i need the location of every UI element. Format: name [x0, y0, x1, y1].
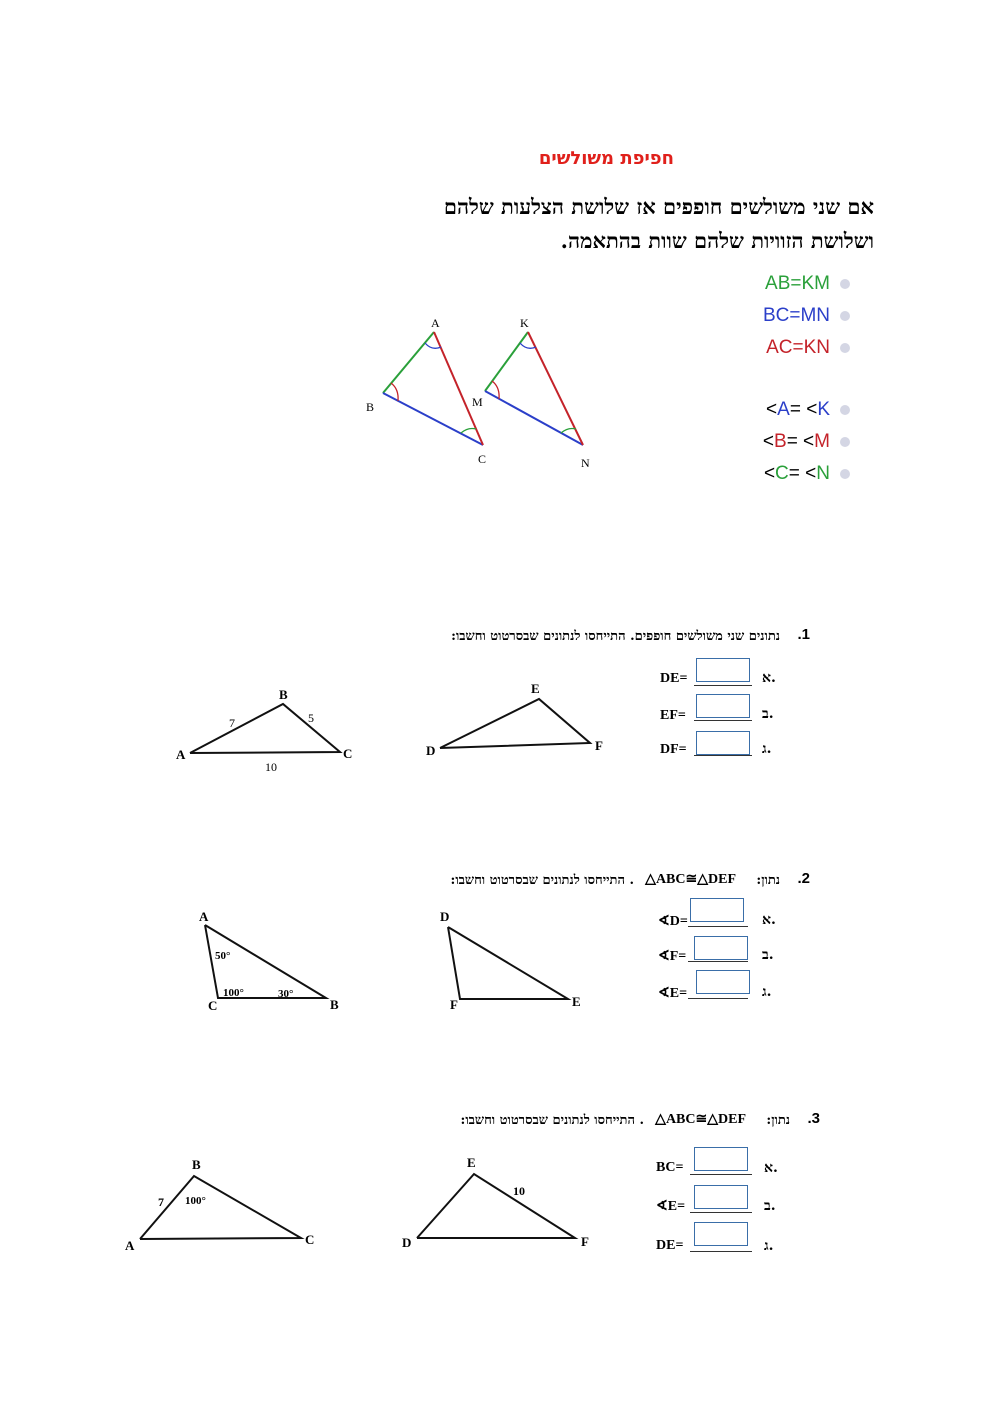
answer-letter: ג.: [764, 1238, 774, 1254]
vertex-b: B: [330, 997, 339, 1012]
vertex-c: C: [343, 746, 353, 761]
answer-underline: [688, 926, 748, 927]
angle-vertex: B: [774, 431, 787, 452]
property-side-ac: [766, 337, 850, 359]
triangle-abc: [366, 316, 486, 466]
answer-input-angle-e[interactable]: [694, 1185, 748, 1209]
answer-label: EF=: [660, 708, 686, 723]
answer-label: DE=: [660, 671, 688, 686]
answer-underline: [688, 961, 748, 962]
answer-underline: [688, 998, 748, 999]
bullet-icon: [840, 469, 850, 479]
bullet-icon: [840, 437, 850, 447]
answer-underline: [690, 1174, 752, 1175]
answer-letter: ג.: [762, 984, 772, 1000]
congruent-triangles-figure: [355, 305, 615, 485]
q1-triangle-def: [420, 678, 620, 763]
vertex-d: D: [402, 1235, 412, 1250]
question-2-formula: △ABC≅△DEF: [645, 872, 736, 887]
vertex-f: F: [450, 997, 458, 1012]
answer-underline: [694, 755, 752, 756]
angle-vertex: M: [814, 431, 830, 452]
q3-triangle-abc: [115, 1150, 335, 1255]
answer-input-angle-d[interactable]: [690, 898, 744, 922]
property-side-bc: [763, 305, 850, 327]
answer-letter: א.: [764, 1160, 778, 1176]
angle-vertex: A: [777, 399, 790, 420]
intro-text: [330, 190, 874, 258]
vertex-f: F: [581, 1234, 589, 1249]
answer-letter: א.: [762, 912, 776, 928]
label-n: N: [581, 456, 590, 470]
answer-label: ∢E=: [658, 986, 688, 1001]
q2-triangle-abc: [190, 905, 350, 1015]
angle-prefix: <: [762, 431, 774, 452]
label-c: C: [478, 452, 487, 466]
triangle-kmn: [472, 316, 590, 470]
angle-mid: = <: [789, 399, 818, 420]
answer-label: DF=: [660, 742, 687, 757]
answer-label: ∢D=: [658, 914, 688, 929]
answer-underline: [694, 720, 752, 721]
question-1-text: נתונים שני משולשים חופפים. התייחסו לנתונים שבסרטוט וחשבו:: [451, 629, 780, 644]
angle-a-value: 50°: [215, 950, 231, 962]
question-2-text: . התייחסו לנתונים שבסרטוט וחשבו:: [450, 873, 634, 888]
vertex-a: A: [176, 747, 186, 762]
answer-label: BC=: [656, 1160, 684, 1175]
answer-label: ∢F=: [658, 949, 687, 964]
property-text: BC=MN: [762, 305, 830, 326]
answer-letter: ב.: [762, 706, 774, 722]
side-ab-length: 7: [229, 716, 235, 730]
vertex-d: D: [426, 743, 436, 758]
bullet-icon: [840, 405, 850, 415]
vertex-d: D: [440, 909, 450, 924]
question-1-number: 1.: [797, 626, 810, 643]
property-angle-c: [764, 463, 850, 485]
vertex-a: A: [125, 1238, 135, 1253]
vertex-f: F: [595, 738, 603, 753]
answer-input-de[interactable]: [694, 1222, 748, 1246]
page-title: חפיפת משולשים: [538, 148, 674, 169]
q3-triangle-def: [395, 1150, 610, 1255]
side-bc-length: 5: [308, 711, 314, 725]
label-b: B: [366, 400, 375, 414]
property-angle-b: [763, 431, 850, 453]
answer-letter: א.: [762, 670, 776, 686]
angle-mid: = <: [786, 431, 815, 452]
answer-letter: ב.: [762, 947, 774, 963]
intro-line-2: ושלושת הזוויות שלהם שוות בהתאמה.: [560, 228, 874, 253]
angle-b-value: 30°: [278, 988, 294, 1000]
question-3-formula: △ABC≅△DEF: [655, 1112, 746, 1127]
angle-vertex: C: [775, 463, 789, 484]
angle-prefix: <: [766, 399, 778, 420]
vertex-b: B: [279, 687, 288, 702]
side-ab-length: 7: [158, 1195, 164, 1209]
vertex-c: C: [305, 1232, 315, 1247]
property-angle-a: [766, 399, 850, 421]
bullet-icon: [840, 311, 850, 321]
answer-label: DE=: [656, 1238, 684, 1253]
answer-letter: ב.: [764, 1198, 776, 1214]
question-3-given: נתון:: [766, 1113, 790, 1128]
label-k: K: [520, 316, 529, 330]
angle-vertex: K: [817, 399, 830, 420]
property-text: AC=KN: [766, 337, 830, 358]
answer-input-de[interactable]: [696, 658, 750, 682]
bullet-icon: [840, 279, 850, 289]
vertex-e: E: [467, 1155, 476, 1170]
side-ef-length: 10: [513, 1184, 525, 1198]
answer-label: ∢E=: [656, 1199, 686, 1214]
answer-letter: ג.: [762, 741, 772, 757]
label-a: A: [431, 316, 440, 330]
answer-input-angle-e[interactable]: [696, 970, 750, 994]
angle-b-value: 100°: [185, 1195, 206, 1207]
angle-c-value: 100°: [223, 987, 244, 999]
vertex-e: E: [531, 681, 540, 696]
angle-mid: = <: [788, 463, 817, 484]
question-2-header: [400, 870, 810, 894]
question-3-text: . התייחסו לנתונים שבסרטוט וחשבו:: [460, 1113, 644, 1128]
answer-underline: [690, 1251, 752, 1252]
answer-input-ef[interactable]: [696, 694, 750, 718]
answer-underline: [690, 1212, 752, 1213]
property-text: AB=KM: [765, 273, 830, 294]
answer-input-df[interactable]: [696, 731, 750, 755]
angle-prefix: <: [763, 463, 776, 484]
answer-input-angle-f[interactable]: [694, 936, 748, 960]
answer-underline: [694, 685, 752, 686]
q1-triangle-abc: [170, 685, 370, 780]
question-2-given: נתון:: [756, 873, 780, 888]
question-2-number: 2.: [797, 870, 810, 887]
answer-input-bc[interactable]: [694, 1147, 748, 1171]
vertex-b: B: [192, 1157, 201, 1172]
intro-line-1: אם שני משולשים חופפים אז שלושת הצלעות שלהם: [443, 194, 874, 219]
question-3-number: 3.: [807, 1110, 820, 1127]
vertex-c: C: [208, 998, 218, 1013]
q2-triangle-def: [430, 905, 600, 1015]
property-side-ab: [765, 273, 850, 295]
side-ac-length: 10: [265, 760, 277, 774]
vertex-e: E: [572, 994, 581, 1009]
vertex-a: A: [199, 909, 209, 924]
bullet-icon: [840, 343, 850, 353]
question-3-header: [390, 1110, 820, 1134]
angle-vertex: N: [816, 463, 830, 484]
label-m: M: [472, 395, 483, 409]
